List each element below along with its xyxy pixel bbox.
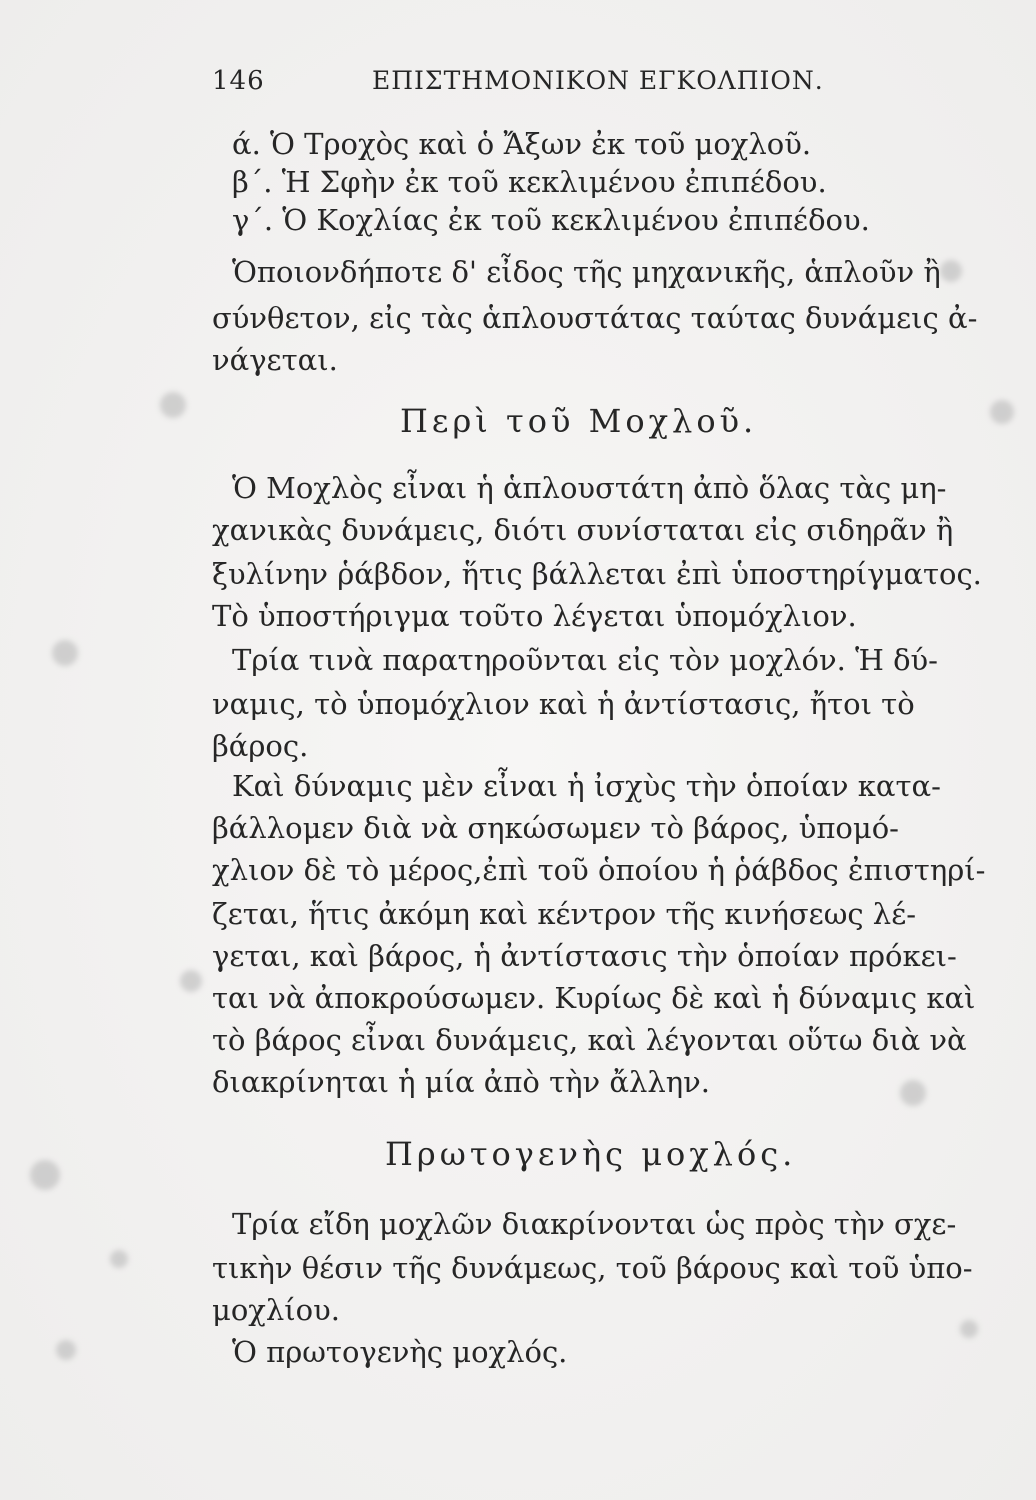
paper-speck bbox=[940, 260, 962, 282]
paragraph-line: Καὶ δύναμις μὲν εἶναι ἡ ἰσχὺς τὴν ὁποίαν κατα- bbox=[232, 769, 941, 803]
paper-speck bbox=[990, 400, 1014, 424]
paragraph-line: ξυλίνην ῥάβδον, ἥτις βάλλεται ἐπὶ ὑποστηρίγματος. bbox=[212, 557, 982, 591]
section-heading: Περὶ τοῦ Μοχλοῦ. bbox=[400, 402, 758, 440]
paper-speck bbox=[900, 1080, 926, 1106]
running-header bbox=[212, 66, 932, 106]
paragraph-line: γεται, καὶ βάρος, ἡ ἀντίστασις τὴν ὁποίαν πρόκει- bbox=[212, 939, 957, 973]
paragraph-line: ναμις, τὸ ὑπομόχλιον καὶ ἡ ἀντίστασις, ἤτοι τὸ bbox=[212, 687, 915, 721]
list-item: ά. Ὁ Τροχὸς καὶ ὁ Ἄξων ἐκ τοῦ μοχλοῦ. bbox=[232, 127, 812, 161]
paragraph-line: ζεται, ἥτις ἀκόμη καὶ κέντρον τῆς κινήσεως λέ- bbox=[212, 897, 917, 931]
paragraph-line: μοχλίου. bbox=[212, 1293, 340, 1327]
paper-speck bbox=[110, 1250, 128, 1268]
paragraph-line: Τὸ ὑποστήριγμα τοῦτο λέγεται ὑπομόχλιον. bbox=[212, 599, 857, 633]
paragraph-line: χανικὰς δυνάμεις, διότι συνίσταται εἰς σιδηρᾶν ἢ bbox=[212, 513, 954, 547]
paper-speck bbox=[52, 640, 78, 666]
paper-speck bbox=[56, 1340, 76, 1360]
running-title: ΕΠΙΣΤΗΜΟΝΙΚΟΝ ΕΓΚΟΛΠΙΟΝ. bbox=[372, 66, 824, 95]
list-item: γ΄. Ὁ Κοχλίας ἐκ τοῦ κεκλιμένου ἐπιπέδου. bbox=[232, 203, 870, 237]
paragraph-line: βάρος. bbox=[212, 729, 309, 763]
paper-speck bbox=[180, 970, 202, 992]
paragraph-line: τικὴν θέσιν τῆς δυνάμεως, τοῦ βάρους καὶ τοῦ ὑπο- bbox=[212, 1251, 973, 1285]
paragraph-line: Ὁ πρωτογενὴς μοχλός. bbox=[232, 1335, 568, 1369]
section-heading: Πρωτογενὴς μοχλός. bbox=[385, 1135, 797, 1173]
paragraph-line: Ὁ Μοχλὸς εἶναι ἡ ἁπλουστάτη ἀπὸ ὅλας τὰς μη- bbox=[232, 471, 947, 505]
paper-speck bbox=[160, 392, 186, 418]
paper-speck bbox=[30, 1160, 60, 1190]
list-item: β΄. Ἡ Σφὴν ἐκ τοῦ κεκλιμένου ἐπιπέδου. bbox=[232, 165, 827, 199]
paragraph-line: τὸ βάρος εἶναι δυνάμεις, καὶ λέγονται οὕτω διὰ νὰ bbox=[212, 1023, 967, 1057]
paragraph-line: Τρία τινὰ παρατηροῦνται εἰς τὸν μοχλόν. Ἡ δύ- bbox=[232, 643, 938, 677]
paper-speck bbox=[960, 1320, 978, 1338]
paragraph-line: Τρία εἴδη μοχλῶν διακρίνονται ὡς πρὸς τὴν σχε- bbox=[232, 1207, 957, 1241]
paragraph-line: Ὁποιονδήποτε δ' εἶδος τῆς μηχανικῆς, ἁπλοῦν ἢ bbox=[232, 255, 941, 289]
paragraph-line: νάγεται. bbox=[212, 343, 338, 377]
paragraph-line: διακρίνηται ἡ μία ἀπὸ τὴν ἄλλην. bbox=[212, 1065, 710, 1099]
paragraph-line: βάλλομεν διὰ νὰ σηκώσωμεν τὸ βάρος, ὑπομό- bbox=[212, 811, 899, 845]
paragraph-line: ται νὰ ἀποκρούσωμεν. Κυρίως δὲ καὶ ἡ δύναμις καὶ bbox=[212, 981, 976, 1015]
paragraph-line: σύνθετον, εἰς τὰς ἁπλουστάτας ταύτας δυνάμεις ἀ- bbox=[212, 301, 978, 335]
page-number: 146 bbox=[212, 66, 265, 96]
paragraph-line: χλιον δὲ τὸ μέρος,ἐπὶ τοῦ ὁποίου ἡ ῥάβδος ἐπιστηρί- bbox=[212, 853, 986, 887]
